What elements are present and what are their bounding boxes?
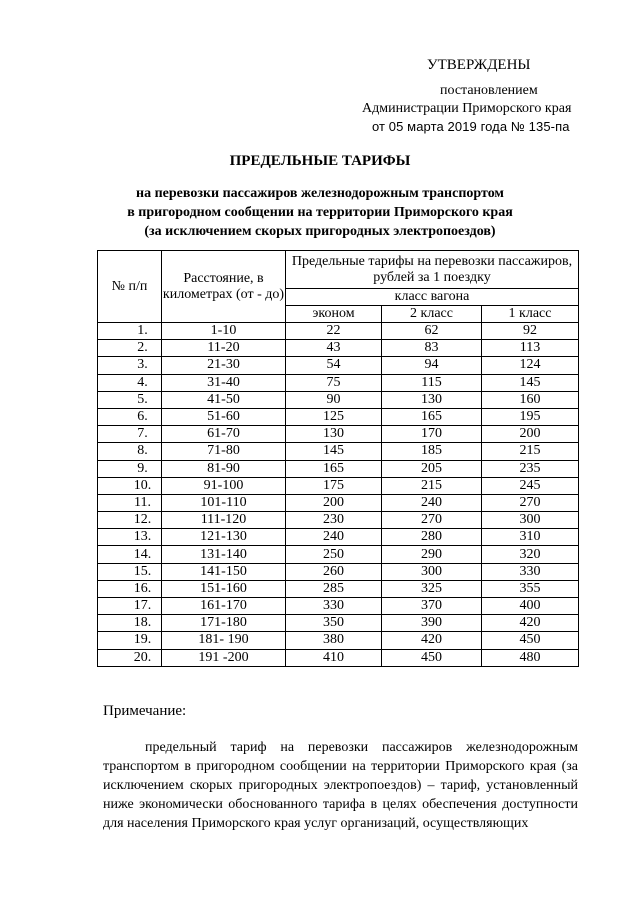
table-row	[98, 563, 579, 580]
distance-cell: 61-70	[162, 426, 286, 443]
economy-tariff-cell: 285	[286, 580, 382, 597]
table-row	[98, 443, 579, 460]
row-number-cell: 6.	[98, 408, 162, 425]
economy-tariff-cell: 43	[286, 340, 382, 357]
table-row	[98, 615, 579, 632]
row-number-cell: 1.	[98, 323, 162, 340]
second-class-tariff-cell: 270	[382, 512, 482, 529]
tariff-table	[97, 250, 579, 667]
decree-dateline: от 05 марта 2019 года № 135-па	[372, 119, 570, 134]
second-class-tariff-cell: 420	[382, 632, 482, 649]
economy-tariff-cell: 75	[286, 374, 382, 391]
table-row	[98, 340, 579, 357]
approval-heading: УТВЕРЖДЕНЫ	[427, 57, 531, 73]
distance-cell: 191 -200	[162, 649, 286, 666]
first-class-tariff-cell: 195	[482, 408, 579, 425]
economy-tariff-cell: 330	[286, 598, 382, 615]
table-row	[98, 632, 579, 649]
header-first-class: 1 класс	[482, 306, 579, 323]
distance-cell: 131-140	[162, 546, 286, 563]
row-number-cell: 8.	[98, 443, 162, 460]
header-distance: Расстояние, в километрах (от - до)	[162, 251, 286, 323]
distance-cell: 41-50	[162, 391, 286, 408]
first-class-tariff-cell: 215	[482, 443, 579, 460]
header-economy: эконом	[286, 306, 382, 323]
economy-tariff-cell: 260	[286, 563, 382, 580]
table-row	[98, 357, 579, 374]
header-tariff: Предельные тарифы на перевозки пассажиров, рублей за 1 поездку	[286, 251, 579, 289]
document-subtitle	[90, 184, 550, 241]
distance-cell: 101-110	[162, 494, 286, 511]
economy-tariff-cell: 200	[286, 494, 382, 511]
table-row	[98, 512, 579, 529]
economy-tariff-cell: 240	[286, 529, 382, 546]
second-class-tariff-cell: 240	[382, 494, 482, 511]
distance-cell: 111-120	[162, 512, 286, 529]
second-class-tariff-cell: 165	[382, 408, 482, 425]
second-class-tariff-cell: 83	[382, 340, 482, 357]
first-class-tariff-cell: 124	[482, 357, 579, 374]
row-number-cell: 3.	[98, 357, 162, 374]
economy-tariff-cell: 250	[286, 546, 382, 563]
note-text	[103, 738, 578, 833]
distance-cell: 151-160	[162, 580, 286, 597]
row-number-cell: 10.	[98, 477, 162, 494]
header-car-class: класс вагона	[286, 289, 579, 306]
first-class-tariff-cell: 355	[482, 580, 579, 597]
first-class-tariff-cell: 420	[482, 615, 579, 632]
first-class-tariff-cell: 270	[482, 494, 579, 511]
row-number-cell: 17.	[98, 598, 162, 615]
first-class-tariff-cell: 310	[482, 529, 579, 546]
distance-cell: 141-150	[162, 563, 286, 580]
first-class-tariff-cell: 235	[482, 460, 579, 477]
table-row	[98, 374, 579, 391]
distance-cell: 161-170	[162, 598, 286, 615]
second-class-tariff-cell: 370	[382, 598, 482, 615]
table-row	[98, 426, 579, 443]
table-row	[98, 391, 579, 408]
note-label: Примечание:	[103, 703, 187, 719]
second-class-tariff-cell: 325	[382, 580, 482, 597]
distance-cell: 91-100	[162, 477, 286, 494]
table-row	[98, 546, 579, 563]
first-class-tariff-cell: 245	[482, 477, 579, 494]
second-class-tariff-cell: 205	[382, 460, 482, 477]
economy-tariff-cell: 410	[286, 649, 382, 666]
economy-tariff-cell: 22	[286, 323, 382, 340]
subtitle-line: на перевозки пассажиров железнодорожным транспортом	[136, 186, 504, 201]
economy-tariff-cell: 350	[286, 615, 382, 632]
distance-cell: 81-90	[162, 460, 286, 477]
first-class-tariff-cell: 92	[482, 323, 579, 340]
distance-cell: 31-40	[162, 374, 286, 391]
first-class-tariff-cell: 145	[482, 374, 579, 391]
row-number-cell: 2.	[98, 340, 162, 357]
economy-tariff-cell: 165	[286, 460, 382, 477]
table-row	[98, 494, 579, 511]
row-number-cell: 5.	[98, 391, 162, 408]
distance-cell: 181- 190	[162, 632, 286, 649]
row-number-cell: 18.	[98, 615, 162, 632]
economy-tariff-cell: 130	[286, 426, 382, 443]
document-title: ПРЕДЕЛЬНЫЕ ТАРИФЫ	[229, 153, 411, 169]
second-class-tariff-cell: 450	[382, 649, 482, 666]
second-class-tariff-cell: 290	[382, 546, 482, 563]
header-row-number: № п/п	[98, 251, 162, 323]
row-number-cell: 19.	[98, 632, 162, 649]
second-class-tariff-cell: 390	[382, 615, 482, 632]
second-class-tariff-cell: 300	[382, 563, 482, 580]
distance-cell: 11-20	[162, 340, 286, 357]
distance-cell: 71-80	[162, 443, 286, 460]
table-row	[98, 408, 579, 425]
first-class-tariff-cell: 480	[482, 649, 579, 666]
first-class-tariff-cell: 200	[482, 426, 579, 443]
table-row	[98, 477, 579, 494]
table-row	[98, 529, 579, 546]
row-number-cell: 14.	[98, 546, 162, 563]
distance-cell: 171-180	[162, 615, 286, 632]
second-class-tariff-cell: 280	[382, 529, 482, 546]
decree-label: постановлением	[440, 83, 538, 98]
first-class-tariff-cell: 160	[482, 391, 579, 408]
first-class-tariff-cell: 450	[482, 632, 579, 649]
economy-tariff-cell: 175	[286, 477, 382, 494]
distance-cell: 121-130	[162, 529, 286, 546]
second-class-tariff-cell: 215	[382, 477, 482, 494]
economy-tariff-cell: 54	[286, 357, 382, 374]
row-number-cell: 7.	[98, 426, 162, 443]
authority-name: Администрации Приморского края	[362, 101, 572, 116]
economy-tariff-cell: 90	[286, 391, 382, 408]
economy-tariff-cell: 125	[286, 408, 382, 425]
economy-tariff-cell: 230	[286, 512, 382, 529]
row-number-cell: 20.	[98, 649, 162, 666]
header-second-class: 2 класс	[382, 306, 482, 323]
tariff-table-body	[98, 323, 579, 667]
distance-cell: 1-10	[162, 323, 286, 340]
economy-tariff-cell: 145	[286, 443, 382, 460]
note-text-content: предельный тариф на перевозки пассажиров железнодорожным транспортом в пригородном сообщении на территории Приморского края (за исключением скорых пригородных электропоездов) – тариф, установленный ниже экономически обоснованного тарифа в целях обеспечения доступности для населения Приморского края услуг организаций, осуществляющих	[103, 740, 578, 831]
row-number-cell: 12.	[98, 512, 162, 529]
table-row	[98, 460, 579, 477]
second-class-tariff-cell: 185	[382, 443, 482, 460]
second-class-tariff-cell: 62	[382, 323, 482, 340]
distance-cell: 21-30	[162, 357, 286, 374]
row-number-cell: 11.	[98, 494, 162, 511]
table-row	[98, 649, 579, 666]
first-class-tariff-cell: 400	[482, 598, 579, 615]
table-row	[98, 598, 579, 615]
first-class-tariff-cell: 113	[482, 340, 579, 357]
row-number-cell: 4.	[98, 374, 162, 391]
row-number-cell: 13.	[98, 529, 162, 546]
first-class-tariff-cell: 320	[482, 546, 579, 563]
table-row	[98, 580, 579, 597]
subtitle-line: (за исключением скорых пригородных электропоездов)	[144, 224, 496, 239]
distance-cell: 51-60	[162, 408, 286, 425]
first-class-tariff-cell: 300	[482, 512, 579, 529]
second-class-tariff-cell: 130	[382, 391, 482, 408]
subtitle-line: в пригородном сообщении на территории Приморского края	[127, 205, 513, 220]
row-number-cell: 15.	[98, 563, 162, 580]
second-class-tariff-cell: 94	[382, 357, 482, 374]
row-number-cell: 16.	[98, 580, 162, 597]
table-row	[98, 323, 579, 340]
second-class-tariff-cell: 170	[382, 426, 482, 443]
second-class-tariff-cell: 115	[382, 374, 482, 391]
first-class-tariff-cell: 330	[482, 563, 579, 580]
economy-tariff-cell: 380	[286, 632, 382, 649]
row-number-cell: 9.	[98, 460, 162, 477]
